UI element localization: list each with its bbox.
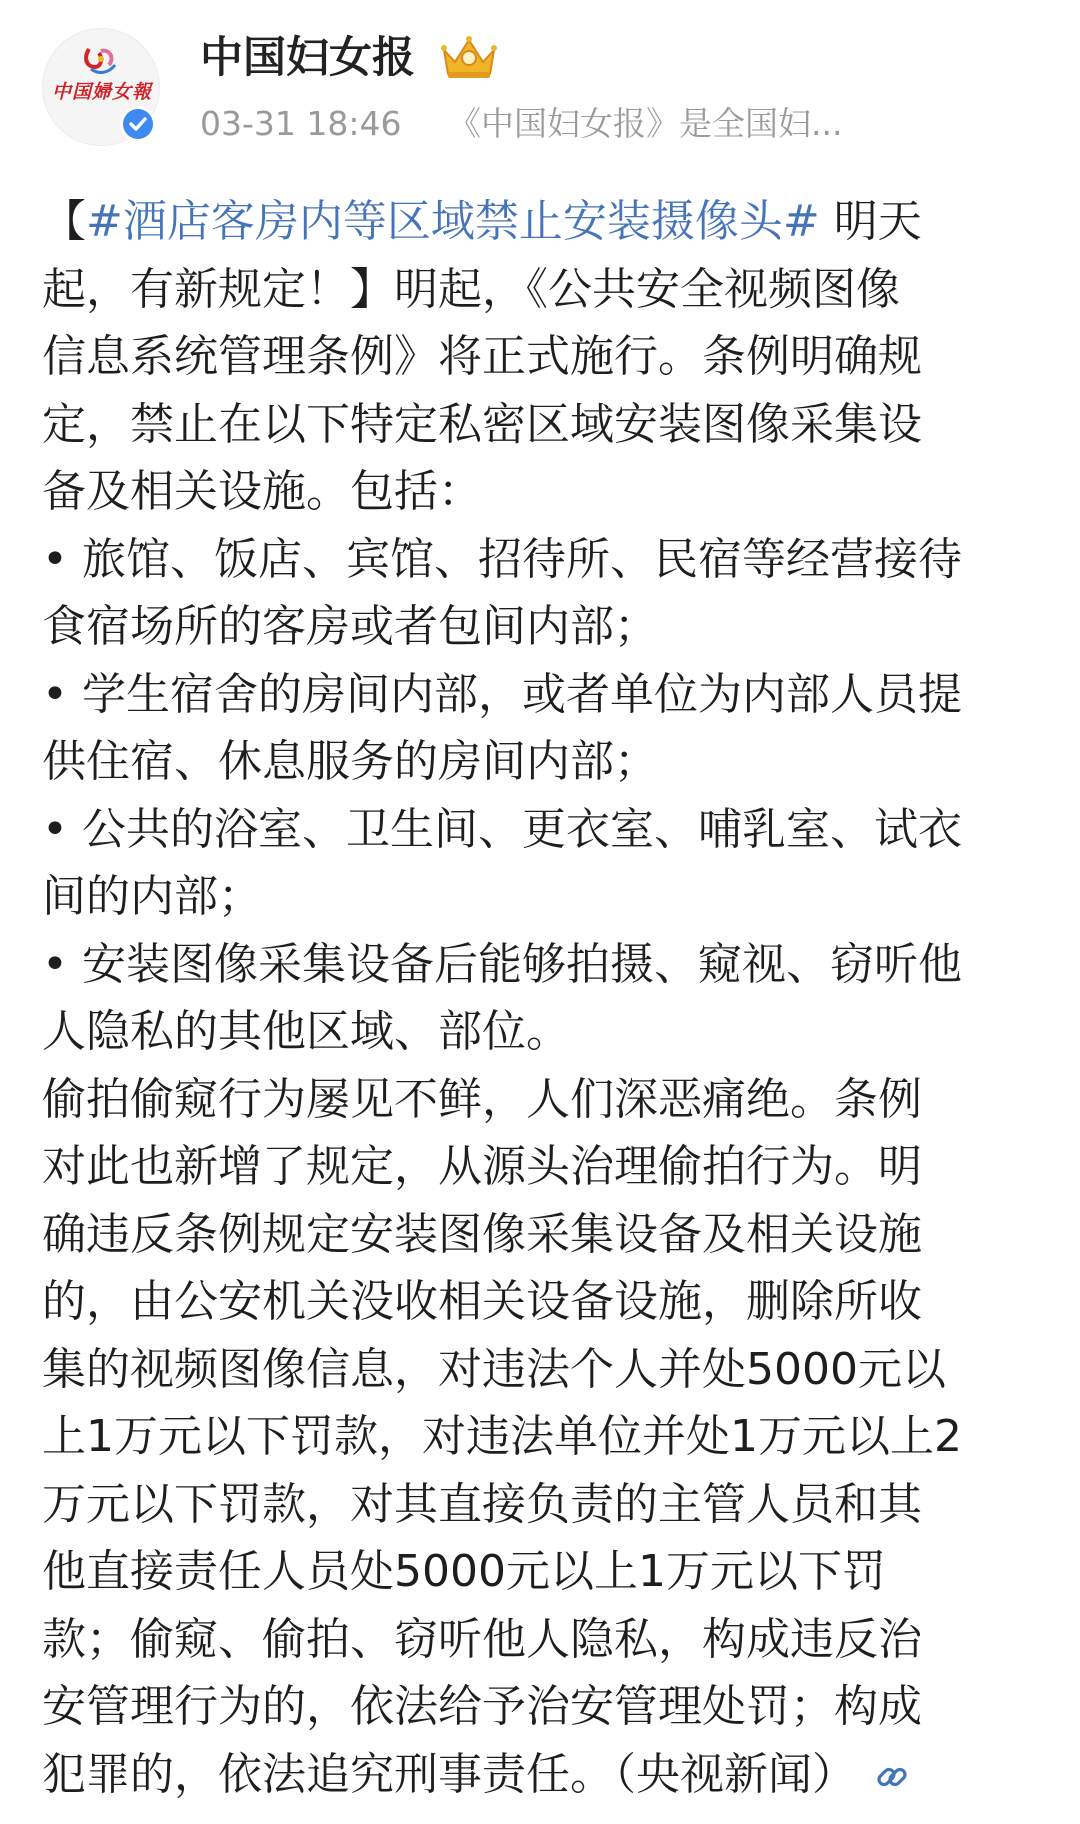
post-text-line: 万元以下罚款，对其直接负责的主管人员和其: [42, 1478, 922, 1530]
post-text-line: • 学生宿舍的房间内部，或者单位为内部人员提: [42, 668, 962, 720]
post-header: [0, 0, 1080, 160]
post-time: 03-31 18:46: [200, 104, 402, 143]
post-text-line: 的，由公安机关没收相关设备设施，删除所收: [42, 1276, 922, 1327]
post-text-line: [42, 1741, 1042, 1809]
post-text-line: 定，禁止在以下特定私密区域安装图像采集设: [42, 398, 922, 450]
post-text-line: 他直接责任人员处5000元以上1万元以下罚: [42, 1546, 886, 1597]
post-text-line: 食宿场所的客房或者包间内部；: [42, 601, 658, 652]
verified-check-icon: [122, 108, 154, 140]
post-text-line: 人隐私的其他区域、部位。: [42, 1006, 570, 1057]
post-text-line: 备及相关设施。包括：: [42, 466, 482, 517]
post-text-line: 供住宿、休息服务的房间内部；: [42, 736, 658, 787]
post-text-line: 间的内部；: [42, 871, 262, 922]
post-text-line: 确违反条例规定安装图像采集设备及相关设施: [42, 1208, 922, 1260]
post-body: [42, 188, 1042, 1808]
post-text-line: 上1万元以下罚款，对违法单位并处1万元以上2: [42, 1411, 962, 1462]
post-text-line: [42, 188, 1042, 256]
post-text-line: 对此也新增了规定，从源头治理偷拍行为。明: [42, 1141, 922, 1192]
post-source[interactable]: 《中国妇女报》是全国妇...: [447, 104, 843, 143]
link-icon[interactable]: [874, 1759, 910, 1795]
post-text-line: • 公共的浴室、卫生间、更衣室、哺乳室、试衣: [42, 803, 962, 855]
verified-badge: [120, 106, 156, 142]
post-meta: [200, 96, 1060, 152]
avatar-logo-text: 中国婦女報: [51, 81, 152, 103]
bracket-open: 【: [42, 196, 86, 247]
hashtag-link[interactable]: #酒店客房内等区域禁止安装摄像头#: [86, 196, 820, 247]
post-text: 犯罪的，依法追究刑事责任。（央视新闻）: [42, 1748, 856, 1800]
account-name[interactable]: 中国妇女报: [200, 33, 415, 83]
post-text-line: 起，有新规定！】明起，《公共安全视频图像: [42, 263, 900, 315]
post-text-line: 偷拍偷窥行为屡见不鲜，人们深恶痛绝。条例: [42, 1073, 922, 1125]
post-text: 明天: [819, 196, 922, 247]
post-text-line: 信息系统管理条例》将正式施行。条例明确规: [42, 331, 922, 382]
post-text-line: 款；偷窥、偷拍、窃听他人隐私，构成违反治: [42, 1613, 922, 1665]
post-text-line: • 旅馆、饭店、宾馆、招待所、民宿等经营接待: [42, 533, 962, 585]
post-text-line: 安管理行为的，依法给予治安管理处罚；构成: [42, 1681, 922, 1732]
post-text-line: • 安装图像采集设备后能够拍摄、窥视、窃听他: [42, 938, 962, 990]
post-text-line: 集的视频图像信息，对违法个人并处5000元以: [42, 1343, 946, 1395]
crown-icon[interactable]: [440, 34, 498, 80]
